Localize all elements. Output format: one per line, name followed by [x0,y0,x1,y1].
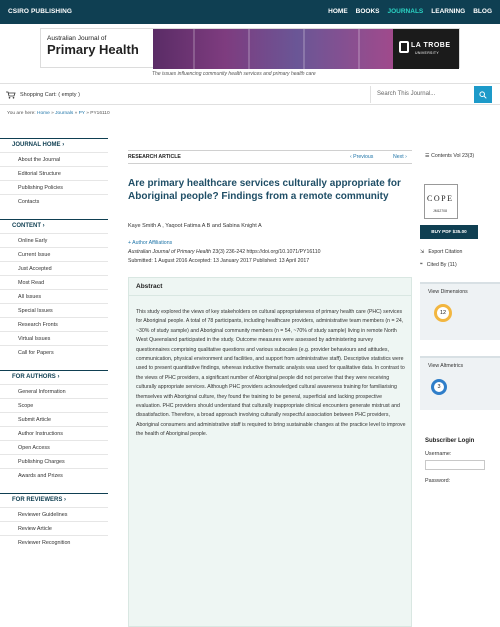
article-toolbar [128,150,412,164]
journal-banner[interactable] [40,28,460,68]
search-row [0,83,500,105]
altmetrics-panel[interactable] [420,356,500,410]
sidebar-group-journal-home [0,138,108,208]
latrobe-logo: LA TROBE UNIVERSITY [393,29,459,69]
previous-link[interactable]: ‹ Previous [350,154,374,160]
sidebar-item[interactable]: Reviewer Guidelines [0,507,108,521]
journal-tagline: The issues influencing community health services and primary health care [152,71,316,77]
subscriber-login [425,438,500,484]
nav-learning[interactable]: LEARNING [431,8,466,15]
export-citation-link[interactable]: ⇲ Export Citation [420,249,463,255]
sidebar-heading[interactable]: FOR AUTHORS › [0,370,108,384]
sidebar-item[interactable]: Publishing Charges [0,454,108,468]
sidebar-item[interactable]: Reviewer Recognition [0,535,108,549]
top-navigation-bar [0,0,500,24]
cited-by-icon: ❝ [420,262,423,268]
publisher-brand[interactable]: CSIRO PUBLISHING [8,8,73,15]
next-link[interactable]: Next › [393,154,407,160]
sidebar-item[interactable]: Awards and Prizes [0,468,108,482]
breadcrumb-home[interactable]: Home [36,111,50,116]
article-title: Are primary healthcare services culturally appropriate for Aboriginal people? Findings from a remote community [128,178,401,202]
username-field[interactable] [425,460,485,470]
sidebar-item[interactable]: Review Article [0,521,108,535]
password-label: Password: [425,478,451,484]
export-icon: ⇲ [420,249,425,255]
dimensions-badge[interactable]: 12 [434,304,452,322]
nav-books[interactable]: BOOKS [355,8,380,15]
abstract-text: This study explored the views of key stakeholders on cultural appropriateness of primary health care (PHC) services for Aboriginal people. A total of 78 participants, including healthcare providers, administrative team members (n = 24, ~30% of study sample) and Aboriginal community members (n = 54, ~70% of study sample) living in remote North West Queensland participated in the study. Outcome measures were assessed by administering survey questionnaires comprising qualitative questions and various subscales (e.g. provider behaviours and attitudes, communication, physical environment and facilities, and support from administrative staff). Descriptive statistics were used to present quantitative findings, whereas inductive thematic analysis was used for qualitative data. In contrast to the views of PHC providers, a significant number of Aboriginal people did not perceive that they were receiving culturally appropriate services. Although PHC providers acknowledged cultural awareness training for familiarising themselves with Aboriginal culture, they found the training to be general, superficial and lacking prospective evaluation. PHC providers should understand that culturally inappropriate clinical encounters generate mistrust and dissatisfaction. Therefore, a broad approach involving culturally respectful association between PHC providers, Aboriginal consumers and administrative staff is required to bring sustainable changes at the practice level to improve the health of Aboriginal people. [136,309,406,438]
sidebar-item[interactable]: General Information [0,384,108,398]
contents-icon: ☰ [425,153,430,159]
breadcrumb-py[interactable]: PY [78,111,85,116]
altmetrics-label: View Altmetrics [428,363,464,369]
shopping-cart[interactable] [6,91,80,99]
latrobe-mark-icon [399,41,409,53]
nav-journals[interactable]: JOURNALS [387,8,424,15]
sidebar-item[interactable]: Editorial Structure [0,166,108,180]
journal-title-big: Primary Health [47,42,139,57]
journal-title-block [47,35,139,57]
sidebar-item[interactable]: Contacts [0,194,108,208]
cope-badge[interactable]: COPE JM12708 [424,184,458,219]
sidebar-group-for-authors [0,370,108,482]
sidebar-item[interactable]: Scope [0,398,108,412]
sidebar-group-content [0,219,108,359]
altmetric-badge[interactable]: 3 [431,379,447,395]
sidebar-item[interactable]: Publishing Policies [0,180,108,194]
sidebar-item[interactable]: Submit Article [0,412,108,426]
sidebar-heading[interactable]: FOR REVIEWERS › [0,493,108,507]
top-nav [328,8,492,15]
sidebar-heading[interactable]: JOURNAL HOME › [0,138,108,152]
sidebar-item[interactable]: Open Access [0,440,108,454]
sidebar-item[interactable]: Most Read [0,275,108,289]
sidebar-item[interactable]: Research Fronts [0,317,108,331]
journal-banner-area [0,24,500,84]
contents-link[interactable]: ☰ Contents Vol 23(3) [425,153,475,159]
banner-photo [153,29,393,69]
sidebar-group-for-reviewers [0,493,108,549]
username-label: Username: [425,451,452,457]
sidebar-item[interactable]: All Issues [0,289,108,303]
buy-pdf-button[interactable]: BUY PDF $35.00 [420,225,478,239]
sidebar-item[interactable]: Author Instructions [0,426,108,440]
subscriber-login-title: Subscriber Login [425,438,475,444]
nav-home[interactable]: HOME [328,8,348,15]
nav-blog[interactable]: BLOG [473,8,492,15]
cart-label: Shopping Cart: ( empty ) [20,92,80,98]
cart-icon [6,91,16,99]
dimensions-panel[interactable] [420,282,500,340]
sidebar [0,138,108,560]
article-citation: Australian Journal of Primary Health 23(3) 236-242 https://doi.org/10.1071/PY16110 [128,249,321,255]
breadcrumb-current: PY16110 [90,111,110,116]
article-authors[interactable]: Kaye Smith A , Yaqoot Fatima A B and Sabina Knight A [128,223,262,229]
breadcrumb: You are here: Home » Journals » PY » PY16110 [7,111,110,116]
article-type: RESEARCH ARTICLE [128,154,181,160]
sidebar-item[interactable]: Virtual Issues [0,331,108,345]
search-input[interactable]: Search This Journal... [370,86,474,103]
sidebar-item[interactable]: Call for Papers [0,345,108,359]
dimensions-label: View Dimensions [428,289,468,295]
journal-title-small: Australian Journal of [47,35,107,42]
cited-by-link[interactable]: ❝ Cited By (11) [420,262,457,268]
search-icon [479,91,487,99]
sidebar-item[interactable]: Special Issues [0,303,108,317]
sidebar-item[interactable]: Current Issue [0,247,108,261]
article-dates: Submitted: 1 August 2016 Accepted: 13 January 2017 Published: 13 April 2017 [128,258,310,264]
search-button[interactable] [474,86,492,103]
breadcrumb-journals[interactable]: Journals [55,111,74,116]
abstract-panel [128,277,412,627]
abstract-heading: Abstract [129,278,411,296]
sidebar-heading[interactable]: CONTENT › [0,219,108,233]
sidebar-item[interactable]: About the Journal [0,152,108,166]
sidebar-item[interactable]: Online Early [0,233,108,247]
sidebar-item[interactable]: Just Accepted [0,261,108,275]
author-affiliations-toggle[interactable]: + Author Affiliations [128,240,173,246]
